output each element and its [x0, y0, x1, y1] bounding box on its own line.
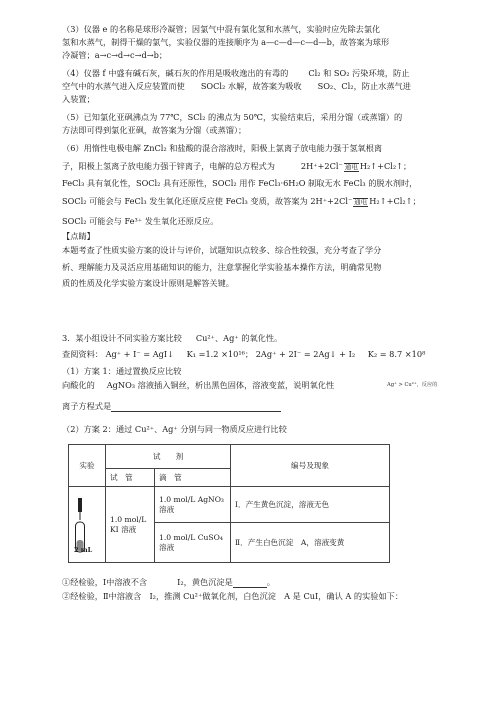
answer-6-line5: SOCl₂ 可能会与 Fe³⁺ 发生氧化还原反应。 [62, 216, 219, 226]
answer-3-line3: 冷凝管；a→c→d→c→d→b； [62, 50, 168, 60]
ionic-equation-line: 离子方程式是 [62, 401, 281, 412]
scheme-1-body: 向酸化的 AgNO₃ 溶液插入铜丝，析出黑色固体，溶液变蓝，说明氧化性 [62, 380, 335, 390]
answer-6-line1: （6）用惰性电极电解 ZnCl₂ 和盐酸的混合溶液时，阳极上氯离子放电能力强于氢氧根离 [62, 143, 383, 153]
question-3-title: 3．某小组设计不同实验方案比较 Cu²⁺、Ag⁺ 的氧化性。 [62, 333, 283, 343]
answer-6-line4: SOCl₂ 可能会与 FeCl₃ 发生氧化还原反应使 FeCl₃ 变质，故答案为 2H⁺+2Cl⁻ 通电 H₂↑+Cl₂↑； [62, 196, 421, 206]
row1-dropper: 1.0 mol/L AgNO₃ 溶液 [155, 487, 231, 523]
answer-3-line2: 氢和水蒸气，制得干燥的氯气，实验仪器的连接顺序为 a—c—d—c—d—b，故答案为球形 [62, 37, 390, 47]
th-dropper: 滴 管 [155, 469, 231, 487]
scheme-2-title: （2）方案 2：通过 Cu²⁺、Ag⁺ 分别与同一物质反应进行比较 [62, 424, 287, 434]
experiment-table [68, 444, 390, 563]
answer-4-line3: 入装置； [62, 94, 95, 104]
scheme-1-title: （1）方案 1：通过置换反应比较 [62, 366, 182, 376]
answer-blank[interactable] [233, 579, 267, 588]
side-note: Ag⁺ > Cu²⁺，反应的 [387, 382, 438, 388]
answer-blank[interactable] [111, 403, 281, 412]
answer-6-line3: FeCl₃ 具有氧化性，SOCl₂ 具有还原性，SOCl₂ 用作 FeCl₃·6H₂O 制取无水 FeCl₃ 的脱水剂时， [62, 178, 418, 188]
point-line2: 析、理解能力及灵活应用基础知识的能力，注意掌握化学实验基本操作方法，明确常见物 [62, 262, 382, 272]
answer-3-line1: （3）仪器 e 的名称是球形冷凝管；因氯气中混有氯化氢和水蒸气，实验时应先除去氯化 [62, 24, 381, 34]
point-line1: 本题考查了性质实验方案的设计与评价，试题知识点较多、综合性较强，充分考查了学分 [62, 245, 382, 255]
th-tube: 试 管 [106, 469, 155, 487]
answer-5-line1: （5）已知氯化亚砜沸点为 77℃，SCl₂ 的沸点为 50℃，实验结束后，采用分馏（或蒸馏）的 [62, 112, 403, 122]
th-result: 编号及现象 [231, 445, 390, 487]
tube-volume: 2 mL [74, 546, 93, 554]
result-1-line: ①经检验，Ⅰ中溶液不含 I₂，黄色沉淀是 。 [62, 577, 275, 587]
point-heading: 【点睛】 [62, 231, 95, 241]
answer-6-line2: 子，阳极上氢离子放电能力强于锌离子，电解的总方程式为 2H⁺+2Cl⁻ 通电 H₂↑+Cl₂↑； [62, 161, 412, 171]
th-reagent: 试 剂 [106, 445, 231, 469]
answer-5-line2: 方法即可得到氯化亚砜，故答案为分馏（或蒸馏）； [62, 125, 247, 135]
answer-4-line2: 空气中的水蒸气进入反应装置而使 SOCl₂ 水解，故答案为吸收 SO₂、Cl₂，防止水蒸气进 [62, 81, 411, 91]
row2-dropper: 1.0 mol/L CuSO₄ 溶液 [155, 523, 231, 563]
reference-line: 查阅资料： Ag⁺ + I⁻ = AgI↓ K₁ =1.2 ×10¹⁶； 2Ag⁺ + 2I⁻ = 2Ag↓ + I₂ K₂ = 8.7 ×10⁸ [62, 349, 426, 359]
electrolysis-mark: 通电 [354, 197, 368, 206]
result-2-line: ②经检验，Ⅱ中溶液含 I₂，推测 Cu²⁺做氧化剂，白色沉淀 A 是 CuI，确认 A 的实验如下： [62, 591, 404, 601]
th-experiment: 实验 [69, 445, 106, 487]
tube-reagent-cell: 1.0 mol/L KI 溶液 [106, 487, 155, 563]
point-line3: 质的性质及化学实验方案设计原则是解答关键。 [62, 278, 234, 288]
answer-4-line1: （4）仪器 f 中盛有碱石灰，碱石灰的作用是吸收逸出的有毒的 Cl₂ 和 SO₂ 污染环境，防止 [62, 68, 410, 78]
electrolysis-mark: 通电 [344, 162, 358, 171]
row2-result: Ⅱ．产生白色沉淀 A，溶液变黄 [231, 523, 390, 563]
row1-result: Ⅰ．产生黄色沉淀，溶液无色 [231, 487, 390, 523]
